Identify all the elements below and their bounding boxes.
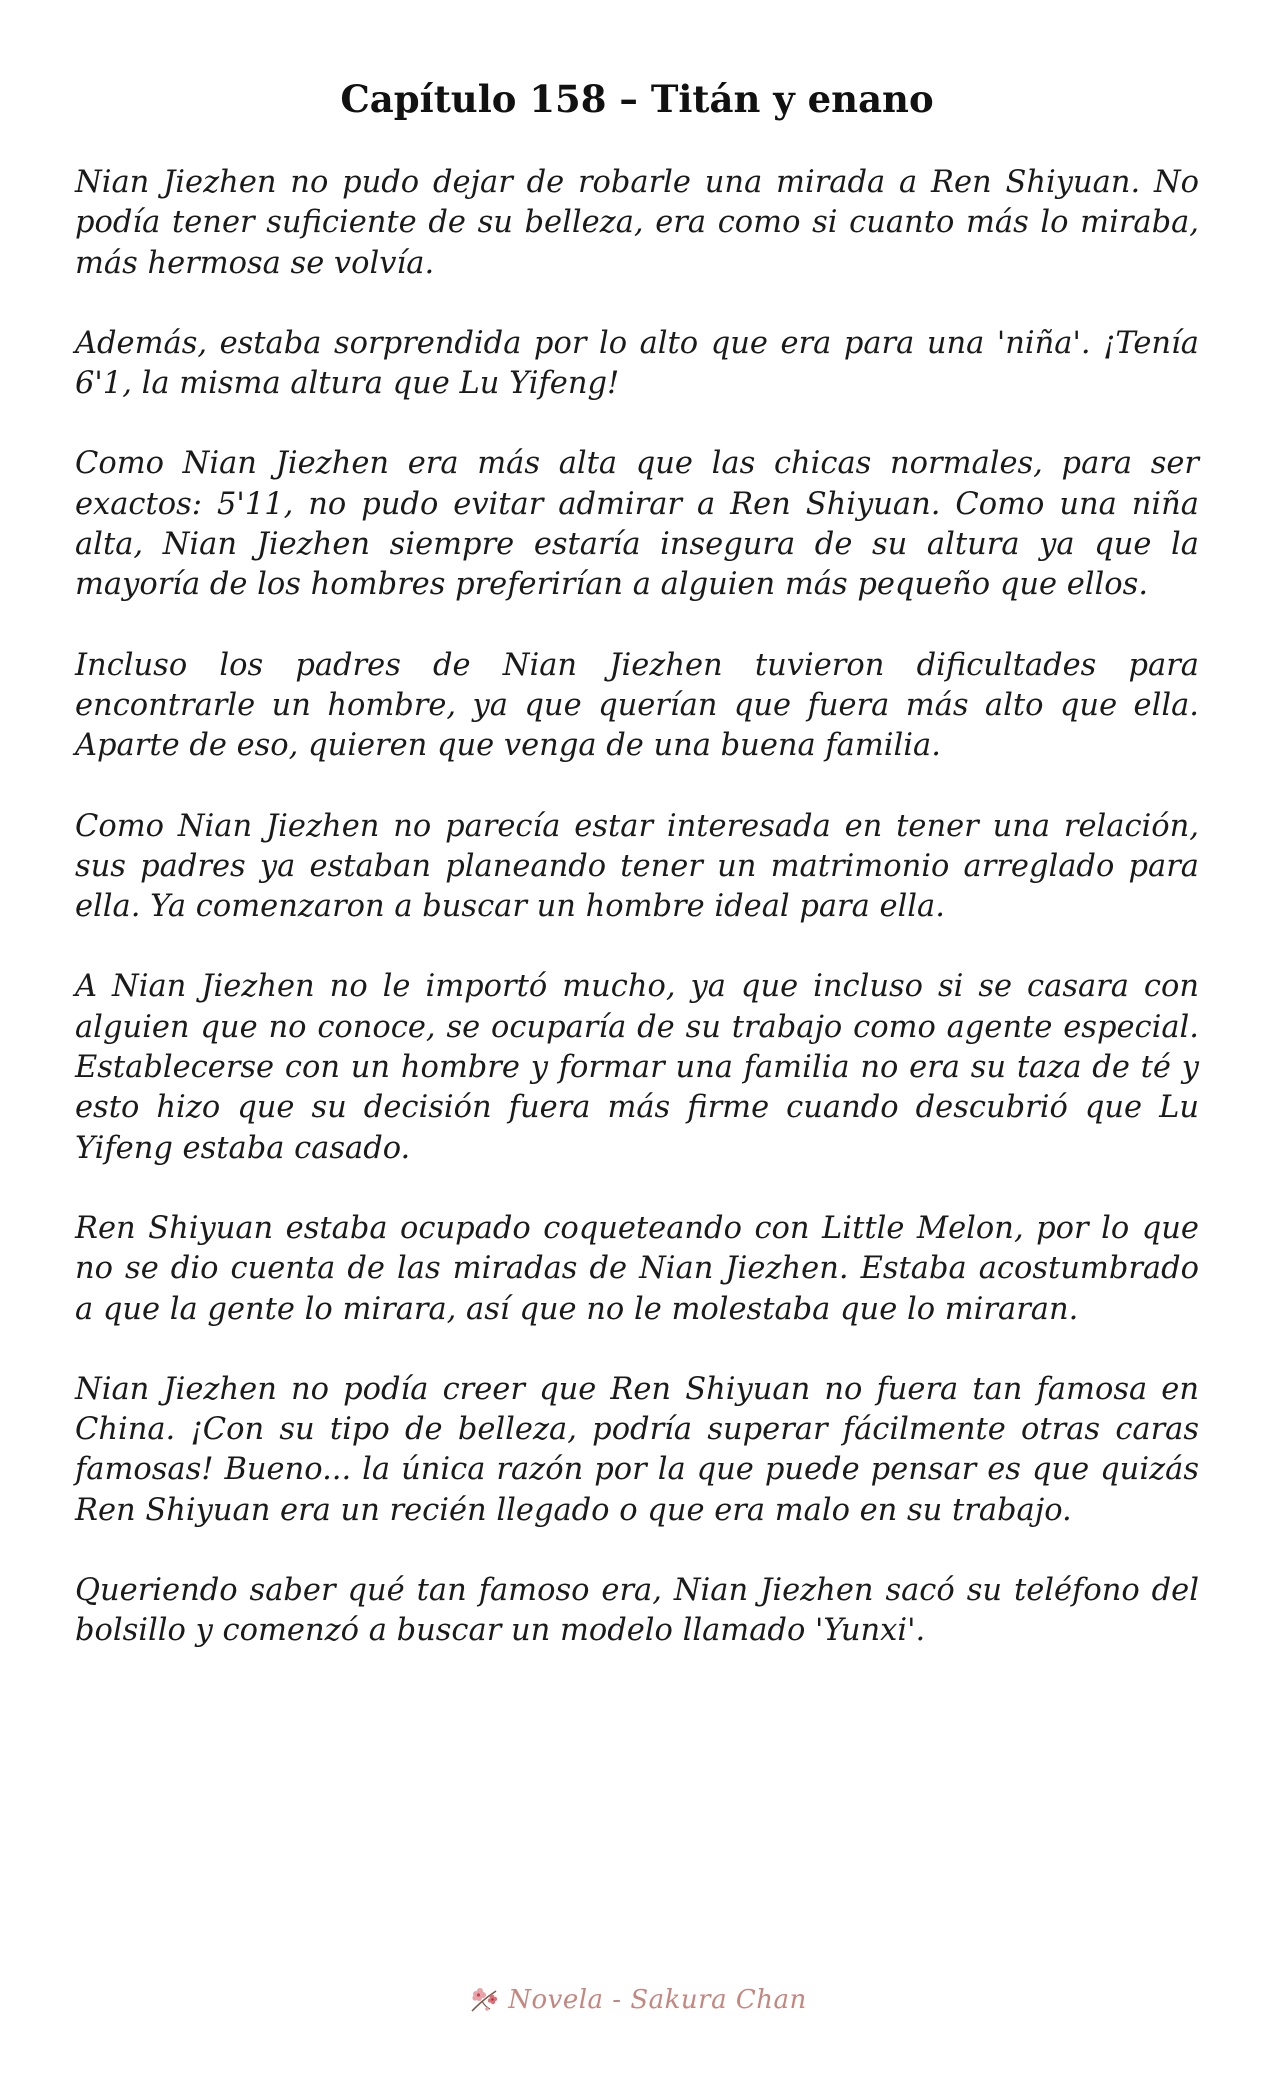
watermark-text: Novela - Sakura Chan <box>508 1985 807 2015</box>
chapter-title: Capítulo 158 – Titán y enano <box>340 77 934 121</box>
paragraph: Como Nian Jiezhen no parecía estar interesada en tener una relación, sus padres ya estaban planeando tener un matrimonio arreglado para ella. Ya comenzaron a buscar un hombre ideal para ella. <box>75 808 1199 925</box>
paragraph: A Nian Jiezhen no le importó mucho, ya que incluso si se casara con alguien que no conoce, se ocuparía de su trabajo como agente especial. Establecerse con un hombre y formar una familia no era su taza de té y esto hizo que su decisión fuera más firme cuando descubrió que Lu Yifeng estaba casado. <box>75 969 1199 1166</box>
paragraph: Nian Jiezhen no pudo dejar de robarle una mirada a Ren Shiyuan. No podía tener suficiente de su belleza, era como si cuanto más lo miraba, más hermosa se volvía. <box>75 165 1199 281</box>
cherry-blossom-icon <box>468 1985 500 2015</box>
paragraph: Queriendo saber qué tan famoso era, Nian Jiezhen sacó su teléfono del bolsillo y comenzó a buscar un modelo llamado 'Yunxi'. <box>75 1573 1199 1649</box>
watermark-footer <box>0 1985 1275 2022</box>
paragraph: Como Nian Jiezhen era más alta que las chicas normales, para ser exactos: 5'11, no pudo evitar admirar a Ren Shiyuan. Como una niña alta, Nian Jiezhen siempre estaría insegura de su altura ya que la mayoría de los hombres preferirían a alguien más pequeño que ellos. <box>75 446 1199 603</box>
chapter-body <box>75 163 1199 1652</box>
paragraph: Nian Jiezhen no podía creer que Ren Shiyuan no fuera tan famosa en China. ¡Con su tipo de belleza, podría superar fácilmente otras caras famosas! Bueno... la única razón por la que puede pensar es que quizás Ren Shiyuan era un recién llegado o que era malo en su trabajo. <box>75 1371 1199 1528</box>
paragraph: Incluso los padres de Nian Jiezhen tuvieron dificultades para encontrarle un hombre, ya que querían que fuera más alto que ella. Aparte de eso, quieren que venga de una buena familia. <box>75 647 1199 764</box>
paragraph: Además, estaba sorprendida por lo alto que era para una 'niña'. ¡Tenía 6'1, la misma altura que Lu Yifeng! <box>75 325 1199 402</box>
paragraph: Ren Shiyuan estaba ocupado coqueteando con Little Melon, por lo que no se dio cuenta de las miradas de Nian Jiezhen. Estaba acostumbrado a que la gente lo mirara, así que no le molestaba que lo miraran. <box>75 1210 1199 1327</box>
